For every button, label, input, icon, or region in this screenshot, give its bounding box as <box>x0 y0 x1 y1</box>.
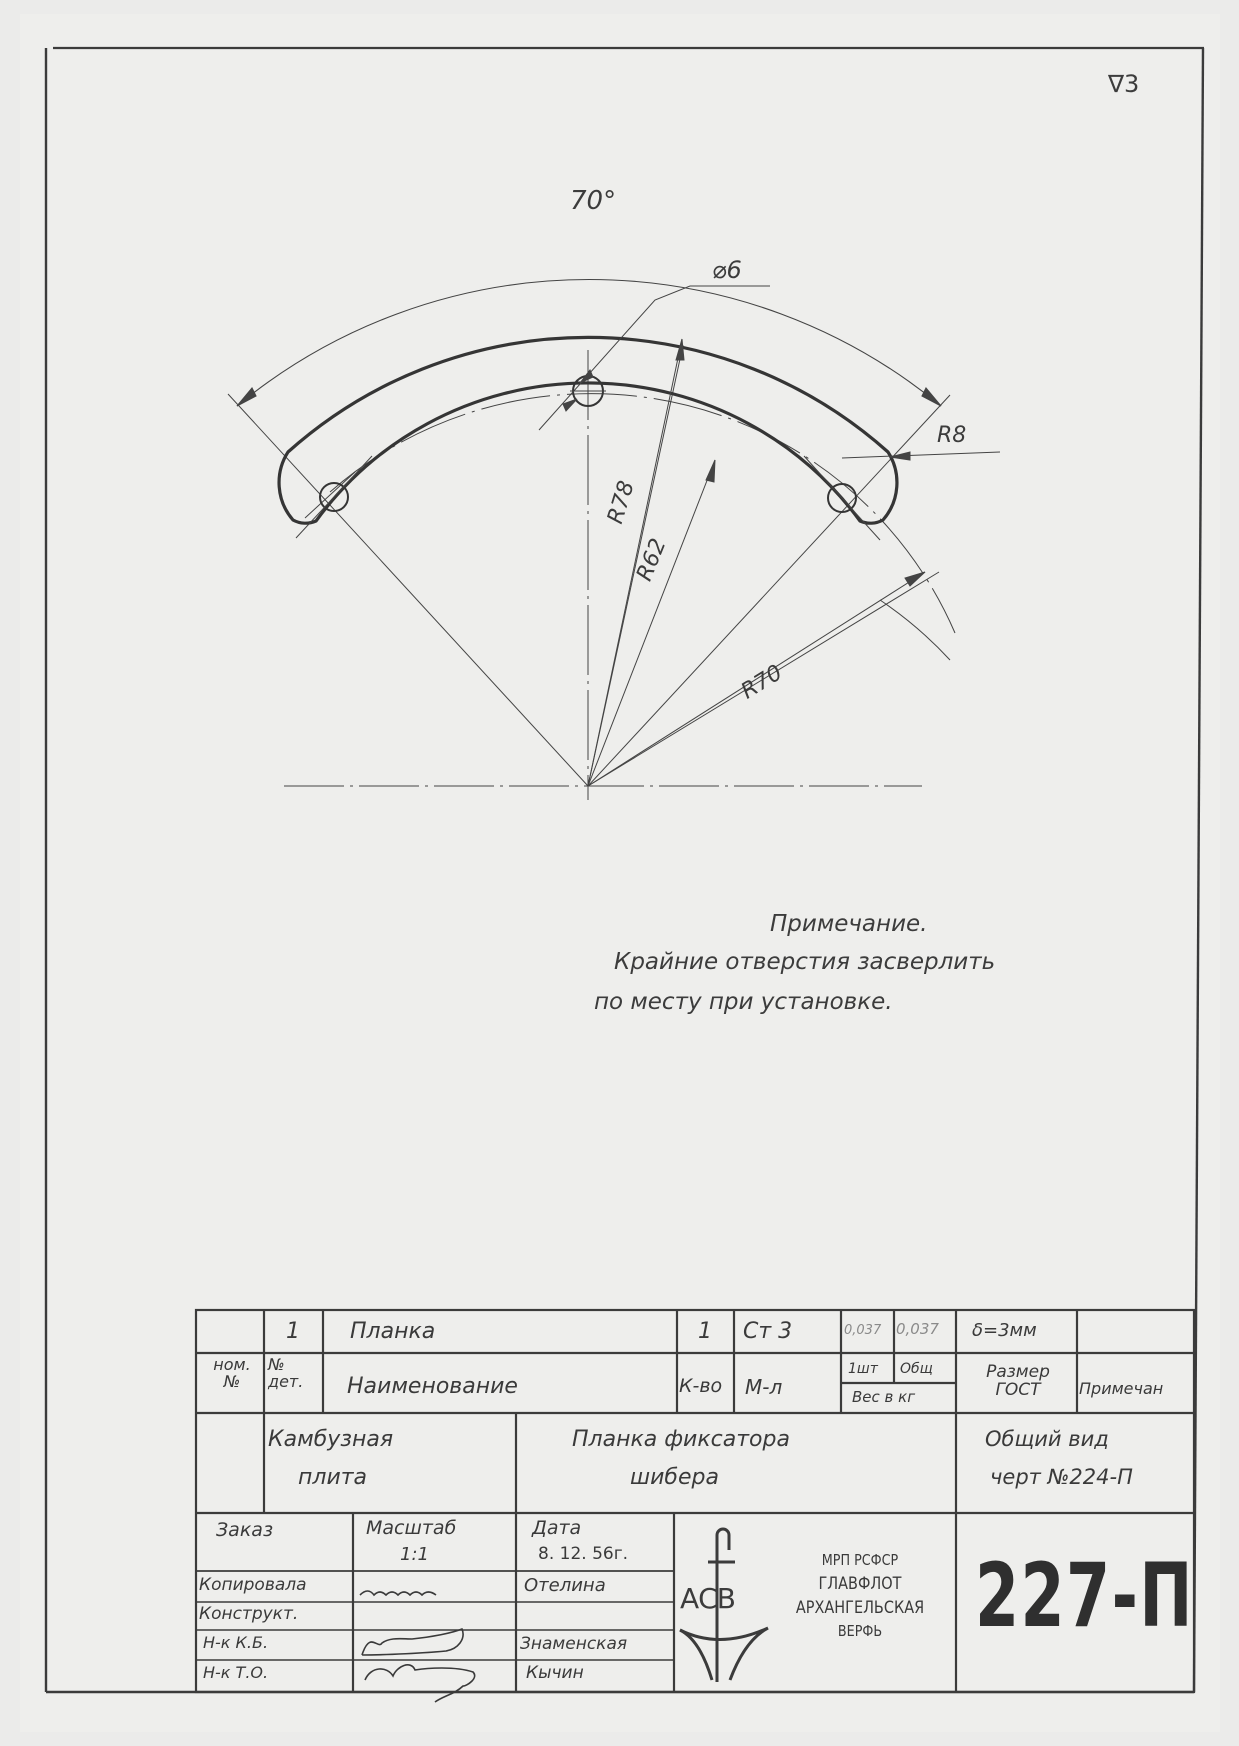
logo-letters: АСВ <box>680 1582 735 1615</box>
organization-line-3: АРХАНГЕЛЬСКАЯ <box>795 1598 925 1618</box>
header-qty: К-во <box>679 1375 723 1397</box>
spec-detail-no: 1 <box>286 1319 300 1344</box>
header-item-no: ном. № <box>213 1355 251 1391</box>
date-label: Дата <box>532 1517 582 1539</box>
hole-diameter-leader <box>539 286 770 430</box>
part-name-line-2: шибера <box>630 1465 719 1490</box>
organization-line-4: ВЕРФЬ <box>837 1622 883 1640</box>
part-name-line-1: Планка фиксатора <box>572 1427 790 1452</box>
header-weight-caption: Вес в кг <box>852 1388 916 1406</box>
header-size: Размер ГОСТ <box>986 1362 1050 1400</box>
assembly-name-line-2: плита <box>298 1465 368 1490</box>
signature-role: Н-к К.Б. <box>203 1633 269 1652</box>
signature-name: Кычин <box>526 1663 584 1683</box>
reference-drawing-line-2: черт №224-П <box>990 1465 1133 1489</box>
signature-role: Копировала <box>199 1575 307 1595</box>
note-line-2: по месту при установке. <box>594 989 893 1015</box>
hole-diameter-label: ⌀6 <box>712 256 742 284</box>
outer-radius-label: R78 <box>603 478 640 527</box>
spec-qty: 1 <box>698 1319 712 1344</box>
drawing-number: 227-П <box>975 1544 1194 1647</box>
organization-line-1: МРП РСФСР <box>821 1551 899 1569</box>
end-radius-label: R8 <box>937 423 967 448</box>
spec-weight-total: 0,037 <box>896 1320 939 1338</box>
header-material: М-л <box>745 1375 783 1399</box>
signatures <box>360 1591 475 1702</box>
angle-dimension-label: 70° <box>570 186 617 216</box>
note-title: Примечание. <box>770 911 928 937</box>
scale-label: Масштаб <box>366 1517 457 1539</box>
r70-arc <box>880 600 950 660</box>
signature-name: Знаменская <box>520 1634 628 1654</box>
date-value: 8. 12. 56г. <box>538 1544 629 1564</box>
header-detail-no: № дет. <box>268 1355 304 1391</box>
reference-drawing-line-1: Общий вид <box>985 1427 1109 1451</box>
spec-name: Планка <box>350 1319 436 1344</box>
organization-line-2: ГЛАВФЛОТ <box>818 1574 902 1594</box>
inner-radius-label: R62 <box>632 535 672 585</box>
angle-extension-lines <box>228 345 950 786</box>
center-lines <box>284 350 955 800</box>
scale-value: 1:1 <box>400 1544 429 1565</box>
header-weight-total: Общ <box>900 1361 933 1377</box>
order-label: Заказ <box>216 1519 274 1541</box>
angle-dimension <box>237 280 941 406</box>
header-weight-each: 1шт <box>848 1361 878 1377</box>
header-name: Наименование <box>347 1374 518 1399</box>
center-radius-label: R70 <box>736 660 787 705</box>
signature-role: Н-к Т.О. <box>203 1663 269 1682</box>
spec-weight-each: 0,037 <box>844 1323 882 1338</box>
surface-finish-symbol: ∇3 <box>1108 70 1140 98</box>
signature-role: Конструкт. <box>199 1604 299 1624</box>
header-remark: Примечан <box>1079 1379 1164 1398</box>
assembly-name-line-1: Камбузная <box>268 1427 394 1452</box>
note-line-1: Крайние отверстия засверлить <box>614 949 996 975</box>
signature-name: Отелина <box>524 1575 606 1596</box>
spec-material: Ст 3 <box>743 1319 793 1344</box>
spec-size: δ=3мм <box>972 1320 1037 1341</box>
